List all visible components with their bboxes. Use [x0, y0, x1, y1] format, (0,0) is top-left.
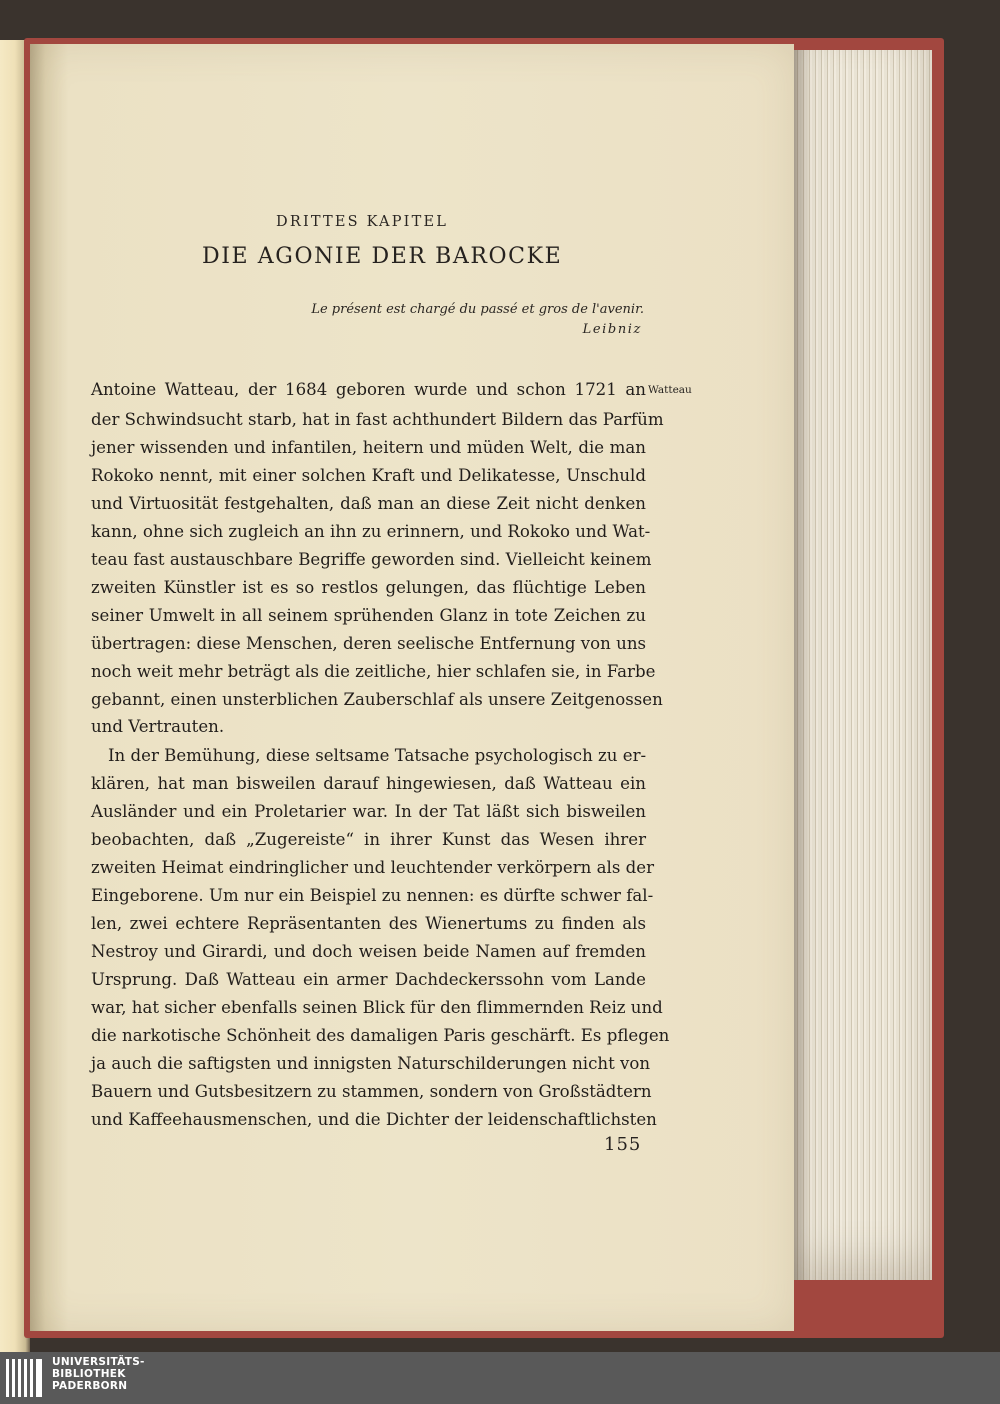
text-line: Antoine Watteau, der 1684 geboren wurde und schon 1721 an [91, 380, 646, 399]
text-line: In der Bemühung, diese seltsame Tatsache psychologisch zu er- [108, 746, 647, 765]
gutter-shadow [794, 50, 810, 1280]
text-line: kann, ohne sich zugleich an ihn zu erinnern, und Rokoko und Wat- [91, 522, 651, 541]
library-name-line: PADERBORN [52, 1380, 128, 1392]
text-line: Rokoko nennt, mit einer solchen Kraft und Delikatesse, Unschuld [91, 466, 646, 485]
motto-author: Leibniz [582, 322, 642, 337]
text-line: Bauern und Gutsbesitzern zu stammen, sondern von Großstädtern [91, 1082, 652, 1101]
text-line: die narkotische Schönheit des damaligen Paris geschärft. Es pflegen [91, 1026, 670, 1045]
margin-note: Watteau [648, 384, 692, 396]
text-line: ja auch die saftigsten und innigsten Naturschilderungen nicht von [91, 1054, 651, 1073]
text-line: len, zwei echtere Repräsentanten des Wienertums zu finden als [91, 914, 646, 933]
text-line: seiner Umwelt in all seinem sprühenden Glanz in tote Zeichen zu [91, 606, 646, 625]
text-line: zweiten Künstler ist es so restlos gelungen, das flüchtige Leben [91, 578, 646, 597]
text-line: beobachten, daß „Zugereiste“ in ihrer Kunst das Wesen ihrer [91, 830, 646, 849]
text-line: war, hat sicher ebenfalls seinen Blick für den flimmernden Reiz und [91, 998, 663, 1017]
text-line: Ausländer und ein Proletarier war. In der Tat läßt sich bisweilen [91, 802, 646, 821]
text-line: noch weit mehr beträgt als die zeitliche, hier schlafen sie, in Farbe [91, 662, 656, 681]
text-line: klären, hat man bisweilen darauf hingewiesen, daß Watteau ein [91, 774, 646, 793]
text-line: Nestroy und Girardi, und doch weisen beide Namen auf fremden [91, 942, 646, 961]
library-logo-icon [6, 1359, 46, 1397]
chapter-label: DRITTES KAPITEL [276, 214, 449, 230]
text-line: teau fast austauschbare Begriffe geworden sind. Vielleicht keinem [91, 550, 652, 569]
text-line: der Schwindsucht starb, hat in fast achthundert Bildern das Parfüm [91, 410, 664, 429]
text-line: zweiten Heimat eindringlicher und leuchtender verkörpern als der [91, 858, 654, 877]
text-line: und Kaffeehausmenschen, und die Dichter der leidenschaftlichsten [91, 1110, 657, 1129]
page-block-edges [794, 50, 932, 1280]
library-name-line: BIBLIOTHEK [52, 1368, 126, 1380]
page-number: 155 [604, 1134, 642, 1155]
chapter-title: DIE AGONIE DER BAROCKE [202, 244, 563, 269]
text-line: jener wissenden und infantilen, heitern und müden Welt, die man [91, 438, 646, 457]
text-line: übertragen: diese Menschen, deren seelische Entfernung von uns [91, 634, 647, 653]
motto-quote: Le présent est chargé du passé et gros de l'avenir. [311, 302, 644, 317]
library-footer [0, 1352, 1000, 1404]
text-line: gebannt, einen unsterblichen Zauberschlaf als unsere Zeitgenossen [91, 690, 663, 709]
text-line: und Vertrauten. [91, 717, 225, 736]
text-line: Ursprung. Daß Watteau ein armer Dachdeckerssohn vom Lande [91, 970, 646, 989]
book-page [30, 44, 794, 1331]
library-name-line: UNIVERSITÄTS- [52, 1356, 145, 1368]
text-line: Eingeborene. Um nur ein Beispiel zu nennen: es dürfte schwer fal- [91, 886, 654, 905]
text-line: und Virtuosität festgehalten, daß man an diese Zeit nicht denken [91, 494, 646, 513]
